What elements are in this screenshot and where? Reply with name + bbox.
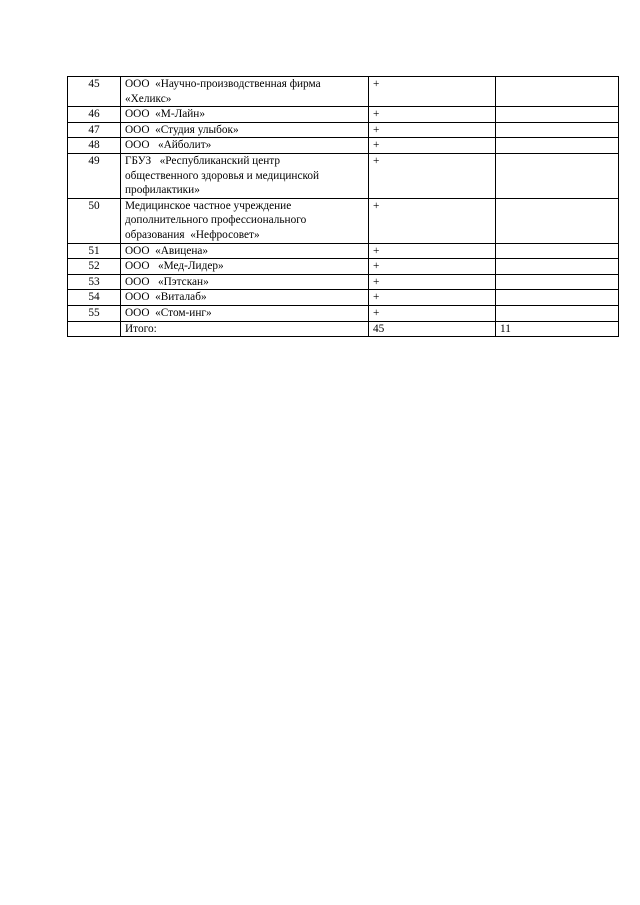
organization-name: ООО «Пэтскан» bbox=[121, 274, 369, 290]
organization-name: ООО «Айболит» bbox=[121, 138, 369, 154]
total-col4-value: 11 bbox=[496, 321, 619, 337]
extra-cell bbox=[496, 290, 619, 306]
row-number: 47 bbox=[68, 122, 121, 138]
row-number: 49 bbox=[68, 153, 121, 198]
mark-cell: + bbox=[369, 138, 496, 154]
total-number-cell bbox=[68, 321, 121, 337]
mark-cell: + bbox=[369, 122, 496, 138]
table-row bbox=[68, 259, 619, 275]
table-row bbox=[68, 305, 619, 321]
mark-cell: + bbox=[369, 290, 496, 306]
extra-cell bbox=[496, 138, 619, 154]
organization-name: ООО «М-Лайн» bbox=[121, 107, 369, 123]
organization-name: ООО «Стом-инг» bbox=[121, 305, 369, 321]
mark-cell: + bbox=[369, 259, 496, 275]
organization-name: ООО «Мед-Лидер» bbox=[121, 259, 369, 275]
organizations-table bbox=[67, 76, 619, 337]
mark-cell: + bbox=[369, 243, 496, 259]
row-number: 45 bbox=[68, 77, 121, 107]
table-row bbox=[68, 290, 619, 306]
table-row bbox=[68, 138, 619, 154]
mark-cell: + bbox=[369, 77, 496, 107]
organization-name: ООО «Авицена» bbox=[121, 243, 369, 259]
table-row bbox=[68, 122, 619, 138]
mark-cell: + bbox=[369, 274, 496, 290]
total-row bbox=[68, 321, 619, 337]
mark-cell: + bbox=[369, 107, 496, 123]
extra-cell bbox=[496, 198, 619, 243]
extra-cell bbox=[496, 107, 619, 123]
extra-cell bbox=[496, 243, 619, 259]
extra-cell bbox=[496, 122, 619, 138]
table-row bbox=[68, 77, 619, 107]
table-row bbox=[68, 274, 619, 290]
mark-cell: + bbox=[369, 198, 496, 243]
mark-cell: + bbox=[369, 153, 496, 198]
organization-name: ООО «Студия улыбок» bbox=[121, 122, 369, 138]
extra-cell bbox=[496, 274, 619, 290]
table-row bbox=[68, 243, 619, 259]
extra-cell bbox=[496, 153, 619, 198]
table-row bbox=[68, 153, 619, 198]
row-number: 51 bbox=[68, 243, 121, 259]
row-number: 55 bbox=[68, 305, 121, 321]
mark-cell: + bbox=[369, 305, 496, 321]
row-number: 53 bbox=[68, 274, 121, 290]
organization-name: ГБУЗ «Республиканский центр общественного здоровья и медицинской профилактики» bbox=[121, 153, 369, 198]
row-number: 54 bbox=[68, 290, 121, 306]
row-number: 48 bbox=[68, 138, 121, 154]
total-col3-value: 45 bbox=[369, 321, 496, 337]
row-number: 50 bbox=[68, 198, 121, 243]
organization-name: ООО «Научно-производственная фирма «Хеликс» bbox=[121, 77, 369, 107]
organization-name: ООО «Виталаб» bbox=[121, 290, 369, 306]
row-number: 52 bbox=[68, 259, 121, 275]
row-number: 46 bbox=[68, 107, 121, 123]
table-row bbox=[68, 107, 619, 123]
extra-cell bbox=[496, 259, 619, 275]
total-label: Итого: bbox=[121, 321, 369, 337]
extra-cell bbox=[496, 77, 619, 107]
table-row bbox=[68, 198, 619, 243]
organization-name: Медицинское частное учреждение дополнительного профессионального образования «Нефросовет» bbox=[121, 198, 369, 243]
extra-cell bbox=[496, 305, 619, 321]
